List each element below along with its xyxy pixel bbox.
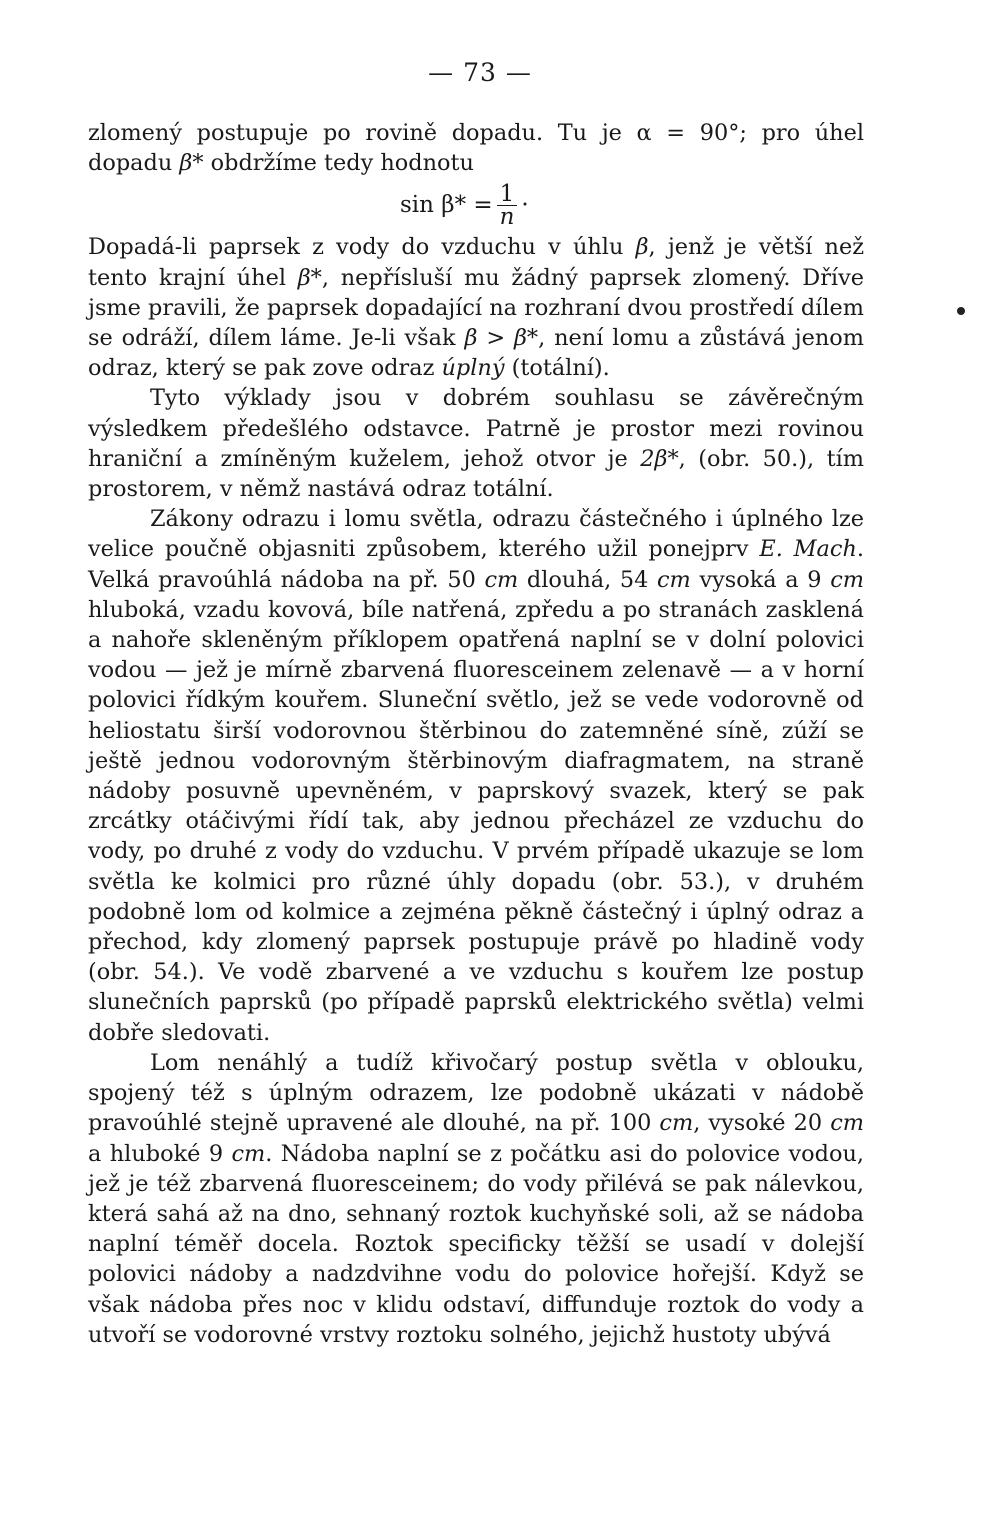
author-name: E. Mach	[759, 536, 857, 563]
text-run: , vysoké 20	[693, 1110, 831, 1137]
unit-cm: cm	[830, 566, 864, 593]
symbol-beta: β	[635, 234, 649, 261]
text-run: . Nádoba naplní se z počátku asi do polovice vodou, jež je též zbarvená fluoresceinem; do vody přilévá se pak nálevkou, která sahá až na dno, sehnaný roztok kuchyňské soli, až se nádoba naplní téměř docela. Roztok specificky těžší se usadí v dolejší polovici nádoby a nadzdvihne vodu do polovice hořejší. Když se však nádoba přes noc v klidu odstaví, diffunduje roztok do vody a utvoří se vodorovné vrstvy roztoku solného, jejichž hustoty ubývá	[88, 1140, 864, 1348]
page-body	[88, 118, 864, 1350]
text-run: Lom nenáhlý a tudíž křivočarý postup světla v oblouku, spojený též s úplným odrazem, lze podobně ukázati v nádobě pravoúhlé stejně upravené ale dlouhé, na př. 100	[88, 1049, 864, 1137]
paragraph-curved-path	[88, 1048, 864, 1350]
text-run: , není lomu a zůstává jenom odraz, který se pak zove odraz	[88, 325, 864, 382]
text-run: a hluboké 9	[88, 1140, 232, 1167]
paragraph-mach-experiment	[88, 504, 864, 1048]
text-run: Dopadá-li paprsek z vody do vzduchu v úhlu	[88, 234, 636, 261]
unit-cm: cm	[231, 1140, 266, 1167]
unit-cm: cm	[657, 566, 691, 593]
unit-cm: cm	[484, 566, 519, 593]
unit-cm: cm	[830, 1110, 864, 1137]
equation-sin-beta	[400, 178, 864, 232]
text-run: vysoká a 9	[690, 566, 831, 593]
equation-lhs: sin β* =	[400, 192, 493, 219]
text-run: , jenž je větší než tento krajní úhel	[88, 234, 864, 291]
text-run: , nepřísluší mu žádný paprsek zlomený. Dříve jsme pravili, že paprsek dopadající na rozhraní dvou prostředí dílem se odráží, dílem láme. Je-li však	[88, 264, 864, 352]
paragraph-summary	[88, 383, 864, 504]
text-run: Zákony odrazu i lomu světla, odrazu částečného i úplného lze velice poučně objasniti způsobem, kterého užil ponejprv	[88, 506, 864, 563]
text-run: dlouhá, 54	[518, 566, 658, 593]
text-run: zlomený postupuje po rovině dopadu. Tu je α = 90°; pro úhel dopadu	[88, 120, 864, 177]
symbol-beta-star: β*	[179, 150, 204, 177]
symbol-two-beta-star: 2β*	[640, 445, 679, 472]
text-run: , (obr. 50.), tím prostorem, v němž nastává odraz totální.	[88, 445, 865, 503]
paragraph-continuation	[88, 118, 864, 178]
text-run: . Velká pravoúhlá nádoba na př. 50	[88, 536, 864, 593]
inequality: β > β*	[464, 325, 539, 352]
paragraph-total-reflection	[88, 232, 864, 383]
text-run: obdržíme tedy hodnotu	[203, 150, 474, 177]
fraction-denominator: n	[499, 203, 515, 230]
fraction-numerator: 1	[497, 183, 518, 206]
text-run: hluboká, vzadu kovová, bíle natřená, zpředu a po stranách zasklená a nahoře skleněným příklopem opatřená naplní se v dolní polovici vodou — jež je mírně zbarvená fluoresceinem zelenavě — a v horní polovici řídkým kouřem. Sluneční světlo, jež se vede vodorovně od heliostatu širší vodorovnou štěrbinou do zatemněné síně, zúží se ještě jednou vodorovným štěrbinovým diafragmatem, na straně nádoby posuvně upevněném, v paprskový svazek, který se pak zrcátky otáčivými řídí tak, aby jednou přecházel ze vzduchu do vody, po druhé z vody do vzduchu. V prvém případě ukazuje se lom světla ke kolmici pro různé úhly dopadu (obr. 53.), v druhém podobně lom od kolmice a zejména pěkně částečný i úplný odraz a přechod, kdy zlomený paprsek postupuje právě po hladině vody (obr. 54.). Ve vodě zbarvené a ve vzduchu s kouřem lze postup slunečních paprsků (po případě paprsků elektrického světla) velmi dobře sledovati.	[88, 596, 864, 1046]
symbol-beta-star: β*	[297, 264, 322, 291]
text-run: Tyto výklady jsou v dobrém souhlasu se závěrečným výsledkem předešlého odstavce. Patrně je prostor mezi rovinou hraniční a zmíněným kuželem, jehož otvor je	[88, 385, 864, 472]
fraction	[497, 180, 518, 230]
equation-trail: ·	[521, 192, 529, 219]
ink-speck	[957, 307, 965, 315]
emphasis-uplny: úplný	[441, 355, 505, 382]
text-run: (totální).	[504, 355, 610, 382]
unit-cm: cm	[659, 1110, 694, 1137]
page-number: — 73 —	[428, 58, 532, 87]
